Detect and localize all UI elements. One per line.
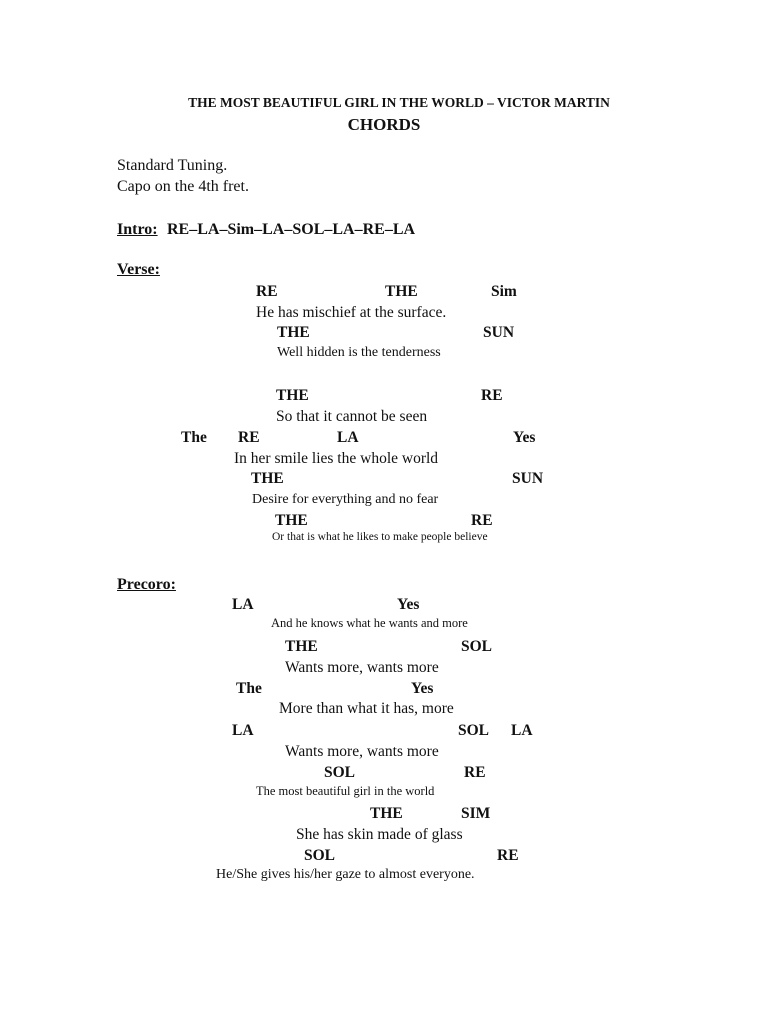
chord: LA [511, 722, 533, 739]
chord: THE [385, 283, 418, 300]
tuning-note: Standard Tuning. [117, 157, 228, 174]
verse-label: Verse: [117, 261, 160, 278]
song-title: THE MOST BEAUTIFUL GIRL IN THE WORLD – VICTOR MARTIN [188, 95, 610, 110]
chord: LA [232, 596, 254, 613]
chord: SOL [458, 722, 490, 739]
chord: THE [285, 638, 318, 655]
chord: THE [370, 805, 403, 822]
chord: RE [256, 283, 278, 300]
capo-note: Capo on the 4th fret. [117, 178, 249, 195]
chord: RE [497, 847, 519, 864]
chord: The [236, 680, 262, 697]
chord: SUN [483, 324, 515, 341]
lyric-line: He/She gives his/her gaze to almost everyone. [216, 867, 475, 882]
chord: LA [232, 722, 254, 739]
chord: THE [276, 387, 309, 404]
chord: Sim [491, 283, 517, 300]
lyric-line: Wants more, wants more [285, 659, 439, 676]
precoro-label: Precoro: [117, 576, 176, 593]
lyric-line: Or that is what he likes to make people believe [272, 531, 488, 543]
intro-label: Intro: [117, 221, 158, 238]
lyric-line: Desire for everything and no fear [252, 492, 439, 507]
lyric-line: Wants more, wants more [285, 743, 439, 760]
lyric-line: She has skin made of glass [296, 826, 463, 843]
intro-chords: RE–LA–Sim–LA–SOL–LA–RE–LA [167, 221, 416, 238]
chord: THE [275, 512, 308, 529]
lyric-line: The most beautiful girl in the world [256, 784, 435, 798]
lyric-line: In her smile lies the whole world [234, 450, 439, 467]
chord: LA [337, 429, 359, 446]
chord: SIM [461, 805, 491, 822]
lyric-line: So that it cannot be seen [276, 408, 428, 425]
chord: Yes [397, 596, 420, 613]
chord: THE [251, 470, 284, 487]
chord: SOL [324, 764, 356, 781]
chord: THE [277, 324, 310, 341]
lyric-line: More than what it has, more [279, 700, 454, 717]
chord: SOL [461, 638, 493, 655]
chord: Yes [513, 429, 536, 446]
chord: Yes [411, 680, 434, 697]
chord: RE [481, 387, 503, 404]
lyric-line: He has mischief at the surface. [256, 304, 447, 321]
chord: The [181, 429, 207, 446]
chord: RE [238, 429, 260, 446]
lyric-line: And he knows what he wants and more [271, 616, 468, 630]
chord: SUN [512, 470, 544, 487]
chord: RE [464, 764, 486, 781]
chord: RE [471, 512, 493, 529]
chord: SOL [304, 847, 336, 864]
lyric-line: Well hidden is the tenderness [277, 345, 441, 360]
page-subtitle: CHORDS [347, 115, 421, 134]
